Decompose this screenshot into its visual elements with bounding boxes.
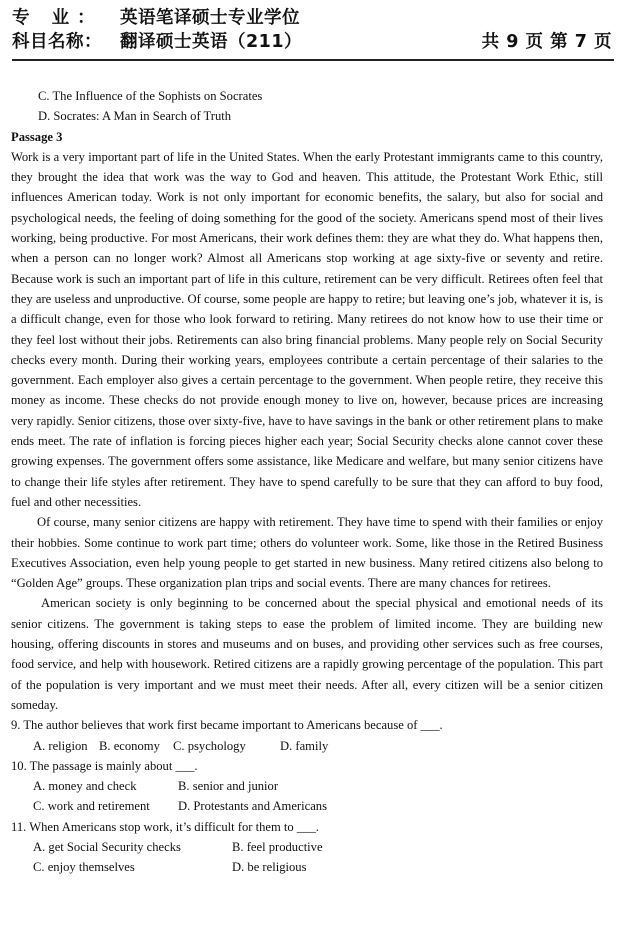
answer-options <box>11 736 603 756</box>
question-stem: 9. The author believes that work first became important to Americans because of ___. <box>11 718 443 733</box>
option-a: A. money and check <box>33 779 137 794</box>
question-11 <box>11 817 603 878</box>
question-stem: 11. When Americans stop work, it’s difficult for them to ___. <box>11 819 319 834</box>
question-10 <box>11 756 603 817</box>
option-b: B. senior and junior <box>178 779 279 794</box>
major-value: 英语笔译硕士专业学位 <box>120 8 300 28</box>
passage-paragraph-2: Of course, many senior citizens are happy with retirement. They have time to spend with their families or enjoy their hobbies. Some continue to work part time; others do volunteer work. Some, like those in the Retired Business Executives Association, even help young people to get started in new business. Many retired citizens also belong to “Golden Age” groups. These organization plan trips and social events. There are many chances for retirees. <box>11 515 603 591</box>
page-count: 共 9 页 第 7 页 <box>481 32 612 52</box>
major-row <box>12 6 612 30</box>
passage-paragraph-3: American society is only beginning to be concerned about the special physical and emotional needs of its senior citizens. The government is taking steps to ease the problem of limited income. They are building new housing, offering discounts in stores and museums and on buses, and providing other services such as free courses, food service, and help with housework. Retired citizens are a rapidly growing percentage of the population. This part of the population is very important and we must meet their needs. After all, every citizen will be a senior citizen someday. <box>11 596 603 712</box>
subject-row <box>12 30 612 54</box>
option-a: A. get Social Security checks <box>33 839 181 854</box>
option-c: C. enjoy themselves <box>33 860 135 875</box>
option-b: B. feel productive <box>232 839 323 854</box>
option-d: D. family <box>280 738 329 753</box>
page-body <box>11 86 603 878</box>
option-c: C. psychology <box>173 738 246 753</box>
question-stem: 10. The passage is mainly about ___. <box>11 758 198 773</box>
header-divider <box>12 59 614 61</box>
answer-options <box>11 837 603 857</box>
page-header <box>12 6 612 54</box>
answer-options <box>11 796 603 816</box>
option-d: D. Protestants and Americans <box>178 799 327 814</box>
subject-value: 翻译硕士英语（211） <box>120 32 303 52</box>
option-d: D. be religious <box>232 860 307 875</box>
option-c: C. work and retirement <box>33 799 150 814</box>
passage-paragraph-1: Work is a very important part of life in the United States. When the early Protestant immigrants came to this country, they brought the idea that work was the way to God and heaven. This attitude, the Protestant Work Ethic, still influences American today. Work is not only important for economic benefits, the salary, but also for social and psychological needs, the feeling of doing something for the good of the society. Americans spend most of their lives working, being productive. For most Americans, their work defines them: they are what they do. What happens then, when a person can no longer work? Almost all Americans stop working at age sixty-five or seventy and retire. Because work is such an important part of life in this culture, retirement can be very difficult. Retirees often feel that they are useless and unproductive. Of course, some people are happy to retire; but leaving one’s job, whatever it is, is a difficult change, even for those who look forward to retiring. Many retirees do not know how to use their time or they feel lost without their jobs. Retirements can also bring financial problems. Many people rely on Social Security checks every month. During their working years, employees contribute a certain percentage of their salaries to the government. Each employer also gives a certain percentage to the government. When people retire, they receive this money as income. These checks do not provide enough money to live on, however, because prices are increasing very rapidly. Senior citizens, those over sixty-five, have to have savings in the bank or other retirement plans to make ends meet. The rate of inflation is forcing pieces higher each year; Social Security checks alone cannot cover these growing expenses. The government offers some assistance, like Medicare and welfare, but many senior citizens have to change their life styles after retirement. They have to spend carefully to be sure that they can afford to buy food, fuel and other necessities. <box>11 149 603 509</box>
major-label: 专 业： <box>12 8 103 28</box>
answer-options <box>11 857 603 877</box>
subject-label: 科目名称： <box>12 32 102 52</box>
prev-option-c: C. The Influence of the Sophists on Socrates <box>38 89 263 103</box>
passage-title: Passage 3 <box>11 129 63 144</box>
answer-options <box>11 776 603 796</box>
prev-option-d: D. Socrates: A Man in Search of Truth <box>38 109 232 124</box>
option-b: B. economy <box>99 738 160 753</box>
option-a: A. religion <box>33 738 88 753</box>
question-9 <box>11 715 603 756</box>
